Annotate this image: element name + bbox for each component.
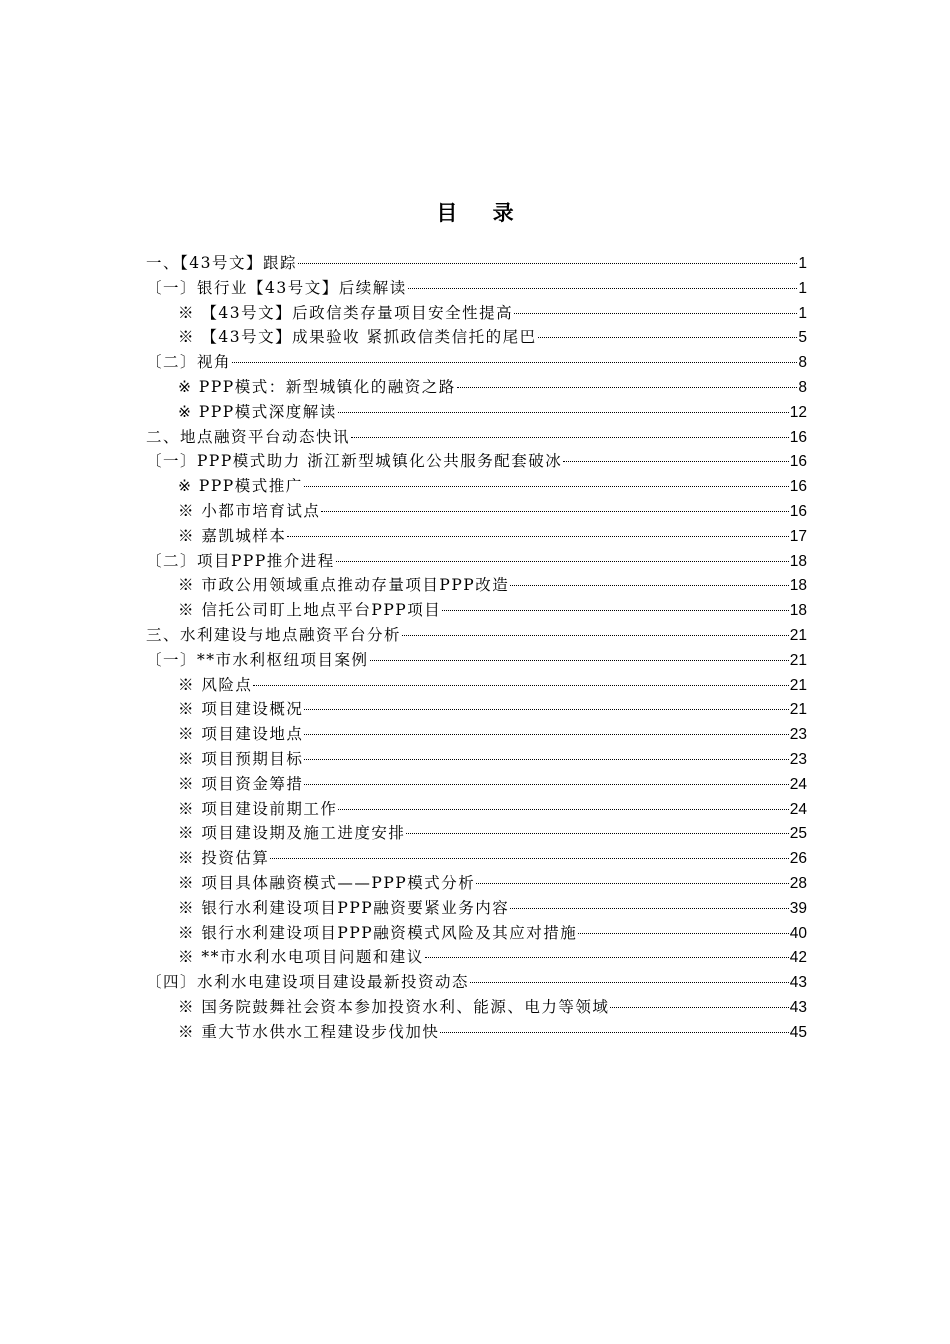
toc-page-number: 16 [789,502,807,520]
toc-page-number: 1 [798,279,807,297]
toc-entry-title: 〔一〕**市水利枢纽项目案例 [146,650,369,669]
toc-entry[interactable] [146,449,807,474]
toc-dot-leader [321,511,788,512]
toc-page-number: 5 [798,329,807,347]
toc-dot-leader [476,883,789,884]
toc-entry[interactable] [146,970,807,995]
toc-entry[interactable] [146,375,807,400]
toc-entry-title: ※ 项目建设期及施工进度安排 [178,824,406,843]
toc-dot-leader [351,437,789,438]
toc-dot-leader [304,784,788,785]
toc-entry-title: ※ PPP模式：新型城镇化的融资之路 [178,377,456,396]
toc-page-number: 42 [789,949,807,967]
toc-page-number: 23 [789,726,807,744]
toc-entry-title: 〔一〕PPP模式助力 浙江新型城镇化公共服务配套破冰 [146,452,563,471]
toc-page-number: 16 [789,478,807,496]
toc-page-number: 23 [789,750,807,768]
toc-page-number: 21 [789,701,807,719]
toc-page-number: 8 [798,354,807,372]
toc-entry-title: ※ 国务院鼓舞社会资本参加投资水利、能源、电力等领域 [178,997,610,1016]
toc-entry[interactable] [146,425,807,450]
toc-entry[interactable] [146,400,807,425]
toc-entry[interactable] [146,945,807,970]
toc-dot-leader [338,809,788,810]
toc-entry[interactable] [146,623,807,648]
toc-entry[interactable] [146,871,807,896]
toc-entry[interactable] [146,524,807,549]
toc-page-number: 18 [789,552,807,570]
toc-entry-title: 〔一〕银行业【43号文】后续解读 [146,278,407,297]
toc-page-number: 25 [789,825,807,843]
toc-page-number: 21 [789,626,807,644]
toc-entry[interactable] [146,301,807,326]
toc-entry-title: 〔二〕视角 [146,353,232,372]
toc-entry[interactable] [146,276,807,301]
toc-entry-title: ※ 银行水利建设项目PPP融资模式风险及其应对措施 [178,923,578,942]
toc-page-number: 24 [789,800,807,818]
toc-entry-title: ※ 市政公用领域重点推动存量项目PPP改造 [178,576,510,595]
toc-dot-leader [270,858,788,859]
toc-page-number: 28 [789,874,807,892]
toc-entry[interactable] [146,995,807,1020]
toc-entry-title: ※ **市水利水电项目问题和建议 [178,948,424,967]
toc-page-number: 21 [789,676,807,694]
toc-entry-title: 三、水利建设与地点融资平台分析 [146,625,402,644]
toc-entry-title: 〔四〕水利水电建设项目建设最新投资动态 [146,973,470,992]
toc-entry[interactable] [146,1020,807,1045]
toc-page-number: 8 [798,378,807,396]
toc-entry-title: ※ 重大节水供水工程建设步伐加快 [178,1022,440,1041]
toc-entry-title: ※ 投资估算 [178,849,270,868]
toc-dot-leader [406,833,788,834]
page-title: 目 录 [436,200,528,225]
toc-dot-leader [253,685,788,686]
toc-dot-leader [402,635,789,636]
toc-entry-title: ※ 风险点 [178,675,253,694]
toc-entry-title: ※ PPP模式深度解读 [178,402,337,421]
toc-entry[interactable] [146,896,807,921]
toc-page-number: 26 [789,850,807,868]
toc-dot-leader [408,288,798,289]
toc-entry-title: ※ 项目资金筹措 [178,774,304,793]
toc-dot-leader [298,263,797,264]
toc-entry-title: ※ 项目建设概况 [178,700,304,719]
toc-dot-leader [578,933,789,934]
toc-dot-leader [440,1032,788,1033]
toc-dot-leader [514,313,797,314]
toc-entry-title: ※ 【43号文】后政信类存量项目安全性提高 [178,303,514,322]
toc-entry[interactable] [146,549,807,574]
toc-page-number: 17 [789,527,807,545]
toc-entry-title: ※ PPP模式推广 [178,477,303,496]
toc-page-number: 12 [789,403,807,421]
table-of-contents [146,251,807,1045]
toc-dot-leader [538,337,798,338]
toc-entry-title: 二、地点融资平台动态快讯 [146,427,351,446]
toc-entry[interactable] [146,821,807,846]
toc-page-number: 24 [789,775,807,793]
toc-dot-leader [304,734,788,735]
toc-dot-leader [336,561,789,562]
toc-entry-title: ※ 项目建设地点 [178,725,304,744]
toc-dot-leader [304,759,788,760]
toc-dot-leader [470,982,789,983]
toc-entry[interactable] [146,251,807,276]
toc-dot-leader [304,709,788,710]
toc-dot-leader [563,461,789,462]
toc-dot-leader [510,585,789,586]
toc-entry-title: 〔二〕项目PPP推介进程 [146,551,335,570]
toc-entry[interactable] [146,325,807,350]
toc-page-number: 45 [789,1023,807,1041]
toc-entry[interactable] [146,722,807,747]
toc-page-number: 39 [789,899,807,917]
toc-entry[interactable] [146,921,807,946]
toc-entry[interactable] [146,747,807,772]
toc-page-number: 16 [789,428,807,446]
toc-entry-title: ※ 项目具体融资模式——PPP模式分析 [178,873,476,892]
toc-entry[interactable] [146,673,807,698]
toc-entry-title: ※ 【43号文】成果验收 紧抓政信类信托的尾巴 [178,328,537,347]
toc-entry-title: ※ 嘉凯城样本 [178,526,287,545]
toc-entry-title: ※ 项目建设前期工作 [178,799,338,818]
toc-entry-title: ※ 信托公司盯上地点平台PPP项目 [178,601,442,620]
toc-dot-leader [457,387,798,388]
toc-dot-leader [442,610,789,611]
toc-entry[interactable] [146,573,807,598]
toc-entry[interactable] [146,846,807,871]
toc-entry[interactable] [146,598,807,623]
toc-dot-leader [232,362,797,363]
toc-entry[interactable] [146,499,807,524]
toc-entry[interactable] [146,797,807,822]
toc-page-number: 18 [789,577,807,595]
toc-page-number: 18 [789,602,807,620]
toc-page-number: 43 [789,974,807,992]
toc-page-number: 40 [789,924,807,942]
toc-dot-leader [304,486,789,487]
toc-page-number: 1 [798,304,807,322]
toc-entry[interactable] [146,772,807,797]
toc-dot-leader [610,1007,788,1008]
toc-page-number: 21 [789,651,807,669]
toc-entry[interactable] [146,474,807,499]
toc-entry[interactable] [146,350,807,375]
toc-dot-leader [425,957,789,958]
toc-dot-leader [287,536,788,537]
toc-entry-title: ※ 项目预期目标 [178,749,304,768]
toc-entry-title: ※ 小都市培育试点 [178,501,321,520]
toc-page-number: 43 [789,998,807,1016]
toc-dot-leader [338,412,789,413]
toc-page-number: 16 [789,453,807,471]
toc-entry[interactable] [146,648,807,673]
toc-dot-leader [510,908,789,909]
toc-page-number: 1 [798,255,807,272]
toc-dot-leader [370,660,789,661]
toc-entry[interactable] [146,697,807,722]
toc-entry-title: 一、【43号文】跟踪 [146,254,297,272]
toc-entry-title: ※ 银行水利建设项目PPP融资要紧业务内容 [178,898,510,917]
